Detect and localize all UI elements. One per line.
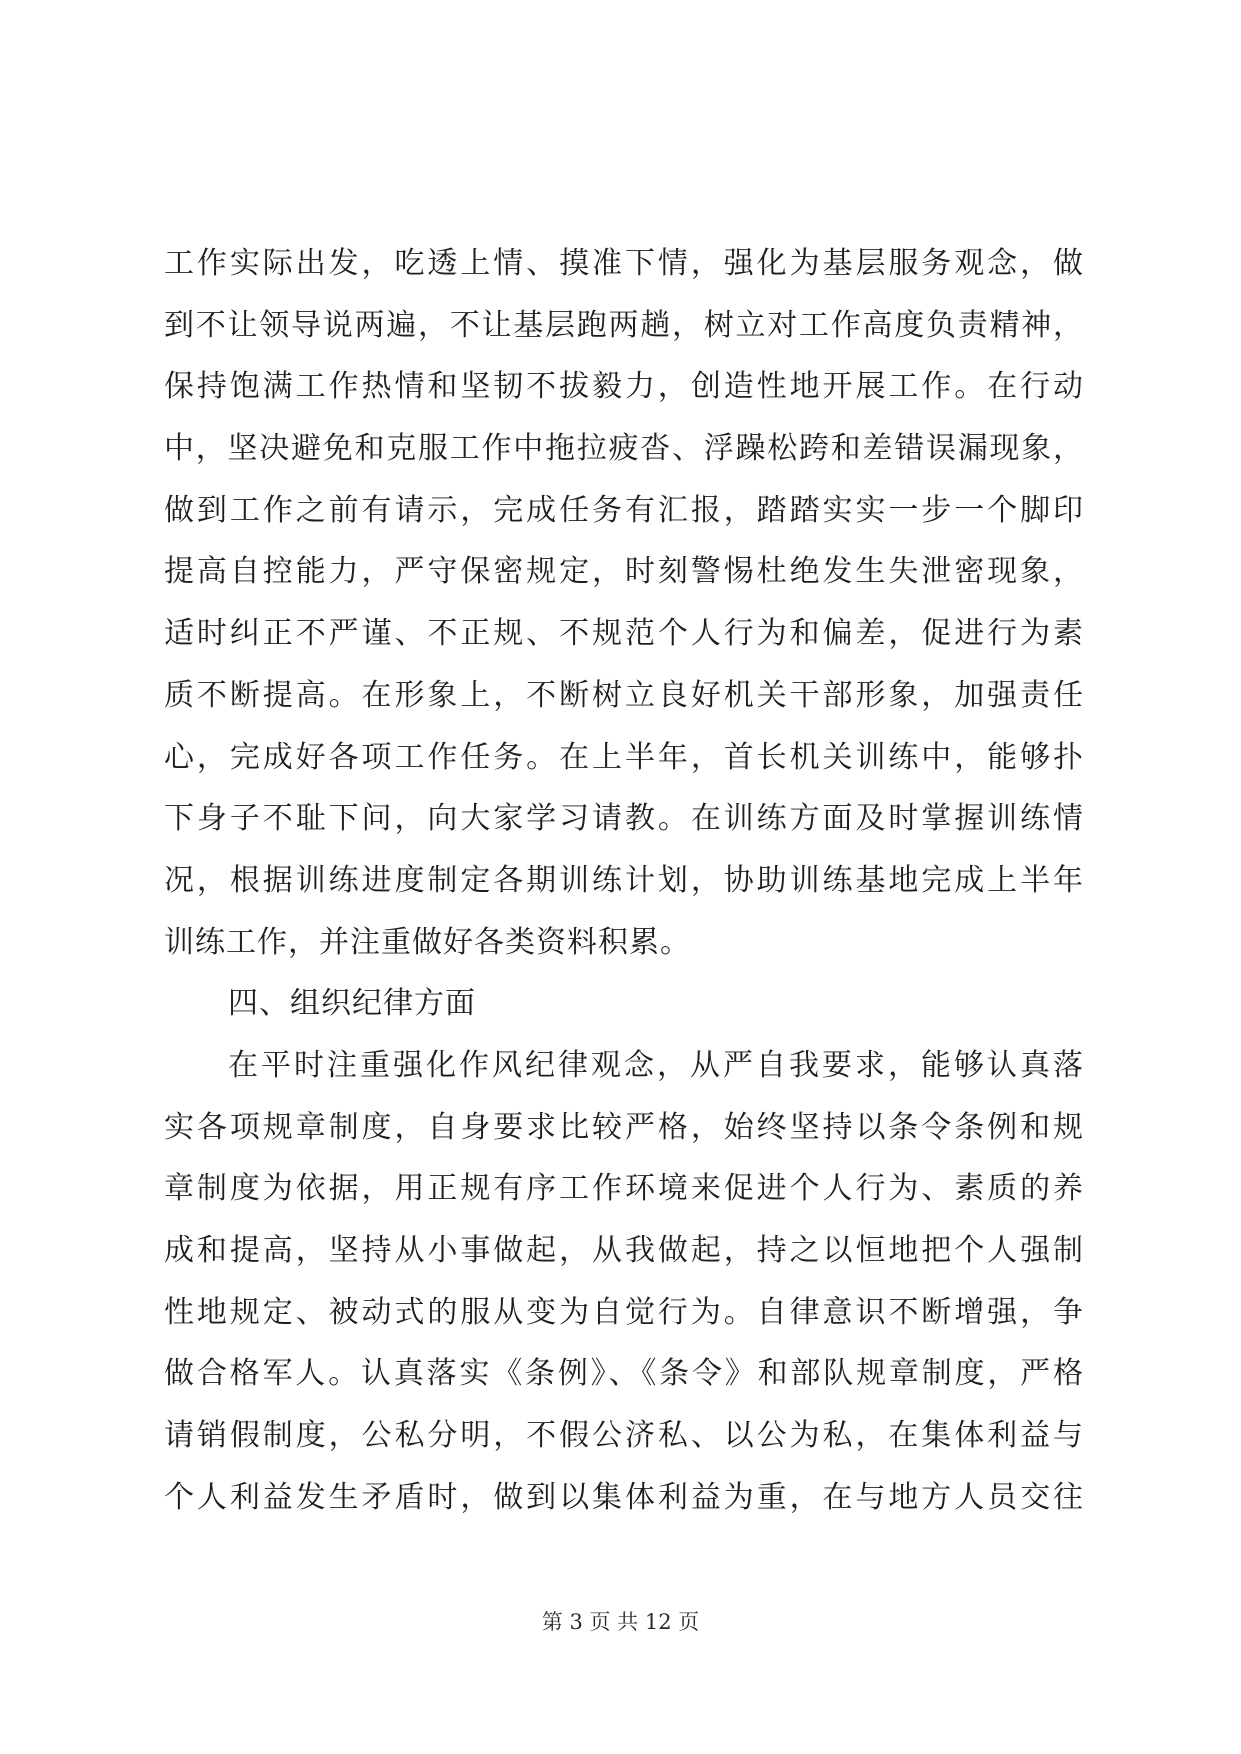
text-line: 性地规定、被动式的服从变为自觉行为。自律意识不断增强，争 <box>164 1294 1084 1330</box>
text-line: 请销假制度，公私分明，不假公济私、以公为私，在集体利益与 <box>164 1418 1084 1454</box>
body-text <box>164 233 1084 1528</box>
text-line: 适时纠正不严谨、不正规、不规范个人行为和偏差，促进行为素 <box>164 616 1084 652</box>
text-line: 下身子不耻下问，向大家学习请教。在训练方面及时掌握训练情 <box>164 801 1084 837</box>
text-line: 做到工作之前有请示，完成任务有汇报，踏踏实实一步一个脚印 <box>164 492 1084 528</box>
text-line: 工作实际出发，吃透上情、摸准下情，强化为基层服务观念，做 <box>164 246 1084 281</box>
text-line: 实各项规章制度，自身要求比较严格，始终坚持以条令条例和规 <box>164 1109 1084 1145</box>
text-line: 提高自控能力，严守保密规定，时刻警惕杜绝发生失泄密现象， <box>164 554 1084 590</box>
text-line: 质不断提高。在形象上，不断树立良好机关干部形象，加强责任 <box>164 677 1084 713</box>
text-line: 中，坚决避免和克服工作中拖拉疲沓、浮躁松跨和差错误漏现象， <box>164 431 1084 467</box>
text-line: 训练工作，并注重做好各类资料积累。 <box>164 924 691 960</box>
text-line: 保持饱满工作热情和坚韧不拔毅力，创造性地开展工作。在行动 <box>164 369 1084 405</box>
text-line: 在平时注重强化作风纪律观念，从严自我要求，能够认真落 <box>228 1047 1084 1083</box>
text-line: 做合格军人。认真落实《条例》、《条令》和部队规章制度，严格 <box>164 1356 1084 1392</box>
text-line: 章制度为依据，用正规有序工作环境来促进个人行为、素质的养 <box>164 1171 1084 1207</box>
paragraph-discipline <box>164 1035 1084 1529</box>
text-line: 心，完成好各项工作任务。在上半年，首长机关训练中，能够扑 <box>164 739 1084 775</box>
section-heading: 四、组织纪律方面 <box>228 986 476 1022</box>
text-line: 到不让领导说两遍，不让基层跑两趟，树立对工作高度负责精神， <box>164 307 1084 343</box>
text-line: 成和提高，坚持从小事做起，从我做起，持之以恒地把个人强制 <box>164 1233 1084 1268</box>
text-line: 个人利益发生矛盾时，做到以集体利益为重，在与地方人员交往 <box>164 1479 1084 1515</box>
text-line: 况，根据训练进度制定各期训练计划，协助训练基地完成上半年 <box>164 862 1084 898</box>
paragraph-work-attitude <box>164 233 1084 973</box>
page-number-footer: 第 3 页 共 12 页 <box>541 1610 700 1634</box>
